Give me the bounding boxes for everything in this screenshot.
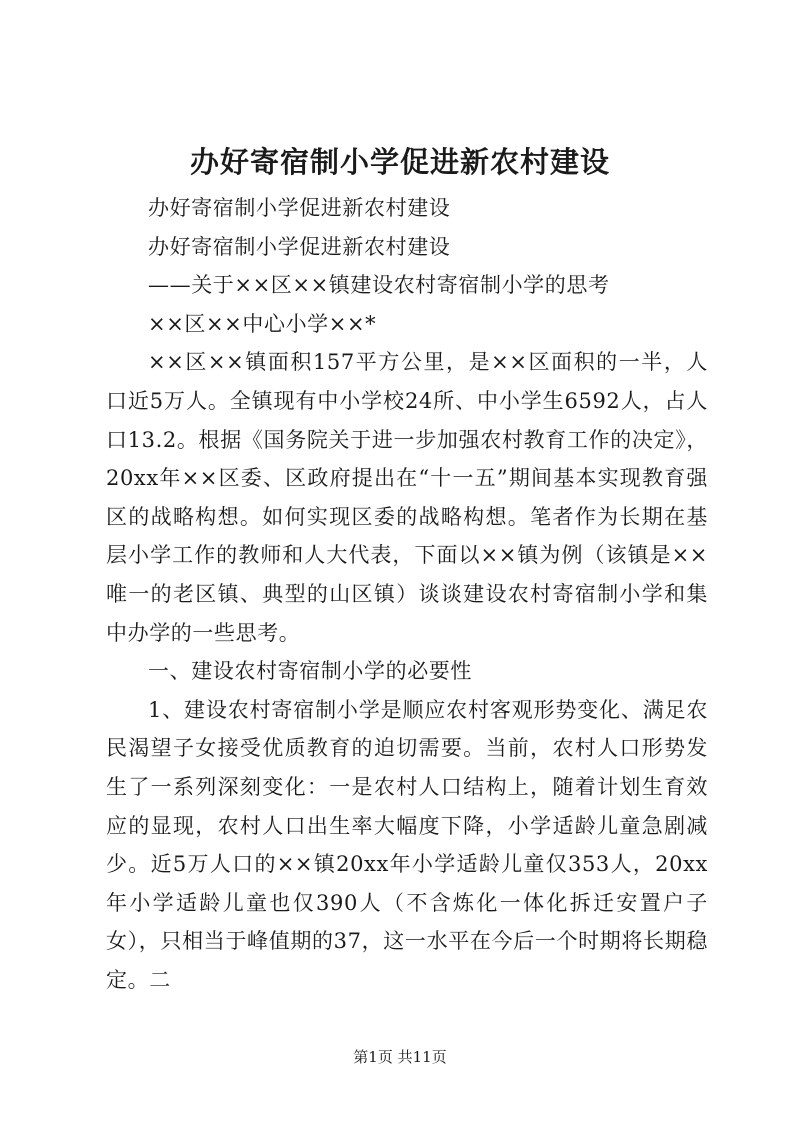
document-title: 办好寄宿制小学促进新农村建设 xyxy=(189,145,610,179)
paragraph-subheading: ——关于××区××镇建设农村寄宿制小学的思考 xyxy=(148,273,610,298)
paragraph-subtitle-1: 办好寄宿制小学促进新农村建设 xyxy=(148,196,451,220)
paragraph-intro: ××区××镇面积157平方公里，是××区面积的一半，人口近5万人。全镇现有中小学校24所、中小学生6592人，占人口13.2。根据《国务院关于进一步加强农村教育工作的决定》，20xx年××区委、区政府提出在“十一五”期间基本实现教育强区的战略构想。如何实现区委的战略构想。笔者作为长期在基层小学工作的教师和人大代表，下面以××镇为例（该镇是××唯一的老区镇、典型的山区镇）谈谈建设农村寄宿制小学和集中办学的一些思考。 xyxy=(106,350,708,645)
paragraph-point-1: 1、建设农村寄宿制小学是顺应农村客观形势变化、满足农民渴望子女接受优质教育的迫切需要。当前，农村人口形势发生了一系列深刻变化：一是农村人口结构上，随着计划生育效应的显现，农村人口出生率大幅度下降，小学适龄儿童急剧减少。近5万人口的××镇20xx年小学适龄儿童仅353人，20xx年小学适龄儿童也仅390人（不含炼化一体化拆迁安置户子女），只相当于峰值期的37，这一水平在今后一个时期将长期稳定。二 xyxy=(106,697,708,992)
paragraph-subtitle-2: 办好寄宿制小学促进新农村建设 xyxy=(148,234,451,259)
page-footer: 第1页 共11页 xyxy=(353,1048,447,1066)
document-body xyxy=(106,189,708,999)
section-heading: 一、建设农村寄宿制小学的必要性 xyxy=(148,659,472,684)
paragraph-author: ××区××中心小学××* xyxy=(148,311,377,336)
